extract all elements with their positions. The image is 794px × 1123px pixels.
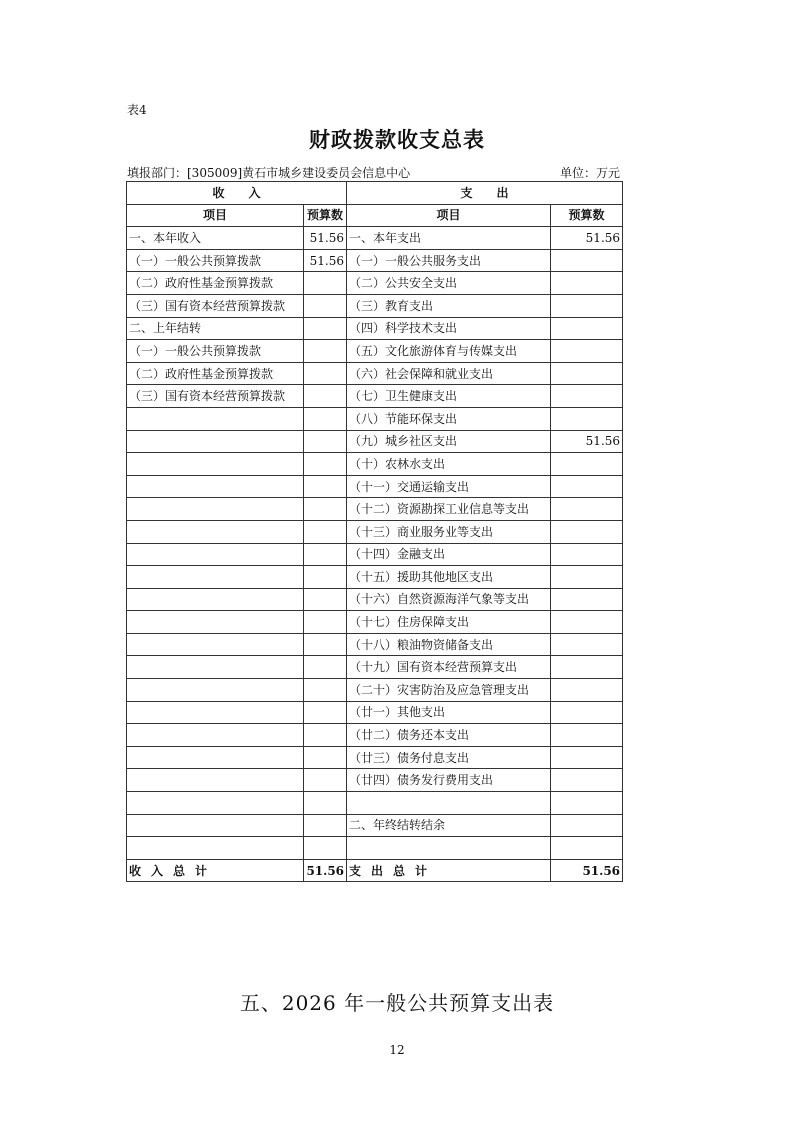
table-row — [127, 679, 623, 702]
expense-item-header: 项目 — [347, 204, 551, 227]
income-item-cell: （二）政府性基金预算拨款 — [127, 272, 304, 295]
table-row — [127, 385, 623, 408]
income-item-cell: （一）一般公共预算拨款 — [127, 249, 304, 272]
income-value-cell — [304, 272, 347, 295]
income-value-cell — [304, 566, 347, 589]
expense-value-cell — [551, 498, 623, 521]
expense-item-cell: （十四）金融支出 — [347, 543, 551, 566]
expense-value-cell — [551, 475, 623, 498]
expense-item-cell — [347, 837, 551, 860]
expense-value-cell — [551, 385, 623, 408]
income-value-cell — [304, 679, 347, 702]
expense-item-cell: （九）城乡社区支出 — [347, 430, 551, 453]
page-number: 12 — [389, 1043, 405, 1057]
expense-value-cell — [551, 611, 623, 634]
income-item-cell: （三）国有资本经营预算拨款 — [127, 385, 304, 408]
expense-item-cell: （廿三）债务付息支出 — [347, 746, 551, 769]
expense-value-cell — [551, 769, 623, 792]
expense-value-cell — [551, 656, 623, 679]
income-item-cell — [127, 588, 304, 611]
income-item-cell — [127, 520, 304, 543]
expense-item-cell: （十二）资源勘探工业信息等支出 — [347, 498, 551, 521]
income-item-cell: （二）政府性基金预算拨款 — [127, 362, 304, 385]
income-budget-header: 预算数 — [304, 204, 347, 227]
income-item-cell: （三）国有资本经营预算拨款 — [127, 294, 304, 317]
next-section-title: 五、2026 年一般公共预算支出表 — [239, 991, 555, 1015]
income-value-cell — [304, 520, 347, 543]
income-item-cell — [127, 792, 304, 815]
expense-value-cell — [551, 814, 623, 837]
expense-item-cell: （六）社会保障和就业支出 — [347, 362, 551, 385]
income-total-label: 收入总计 — [127, 859, 304, 882]
expense-value-cell — [551, 633, 623, 656]
expense-item-cell: （二十）灾害防治及应急管理支出 — [347, 679, 551, 702]
document-title: 财政拨款收支总表 — [309, 127, 485, 152]
income-item-cell: （一）一般公共预算拨款 — [127, 340, 304, 363]
table-row — [127, 656, 623, 679]
expense-item-cell — [347, 792, 551, 815]
income-value-cell — [304, 430, 347, 453]
table-row — [127, 294, 623, 317]
table-row — [127, 543, 623, 566]
expense-value-cell — [551, 294, 623, 317]
expense-total-value: 51.56 — [551, 859, 623, 882]
table-row — [127, 407, 623, 430]
income-item-cell — [127, 701, 304, 724]
income-item-cell — [127, 430, 304, 453]
income-value-cell — [304, 588, 347, 611]
expense-item-cell: （三）教育支出 — [347, 294, 551, 317]
income-value-cell — [304, 385, 347, 408]
income-total-value: 51.56 — [304, 859, 347, 882]
fiscal-allocation-table — [126, 181, 623, 882]
income-value-cell — [304, 317, 347, 340]
expense-item-cell: （十七）住房保障支出 — [347, 611, 551, 634]
expense-value-cell — [551, 317, 623, 340]
table-row — [127, 430, 623, 453]
expense-budget-header: 预算数 — [551, 204, 623, 227]
expense-value-cell — [551, 249, 623, 272]
income-value-cell — [304, 701, 347, 724]
expense-item-cell: （一）一般公共服务支出 — [347, 249, 551, 272]
income-item-header: 项目 — [127, 204, 304, 227]
income-item-cell — [127, 746, 304, 769]
expense-item-cell: （十八）粮油物资储备支出 — [347, 633, 551, 656]
table-row — [127, 837, 623, 860]
table-row — [127, 792, 623, 815]
income-item-cell — [127, 566, 304, 589]
expense-item-cell: （十）农林水支出 — [347, 453, 551, 476]
expense-value-cell — [551, 272, 623, 295]
expense-value-cell — [551, 701, 623, 724]
expense-value-cell — [551, 543, 623, 566]
income-item-cell — [127, 633, 304, 656]
income-value-cell — [304, 340, 347, 363]
table-row — [127, 724, 623, 747]
expense-value-cell — [551, 746, 623, 769]
table-row — [127, 633, 623, 656]
income-value-cell — [304, 543, 347, 566]
table-row — [127, 475, 623, 498]
table-row — [127, 588, 623, 611]
income-value-cell — [304, 769, 347, 792]
expense-value-cell — [551, 340, 623, 363]
income-value-cell — [304, 633, 347, 656]
expense-value-cell — [551, 837, 623, 860]
expense-item-cell: （十九）国有资本经营预算支出 — [347, 656, 551, 679]
table-row — [127, 746, 623, 769]
income-value-cell — [304, 656, 347, 679]
table-label: 表4 — [127, 103, 147, 117]
expense-item-cell: （十一）交通运输支出 — [347, 475, 551, 498]
expense-item-cell: （廿一）其他支出 — [347, 701, 551, 724]
expense-item-cell: （七）卫生健康支出 — [347, 385, 551, 408]
table-row — [127, 498, 623, 521]
expense-item-cell: （八）节能环保支出 — [347, 407, 551, 430]
income-value-cell — [304, 724, 347, 747]
expense-value-cell — [551, 724, 623, 747]
income-value-cell: 51.56 — [304, 227, 347, 250]
income-value-cell — [304, 746, 347, 769]
expense-value-cell — [551, 566, 623, 589]
expense-value-cell — [551, 520, 623, 543]
table-row — [127, 272, 623, 295]
income-value-cell — [304, 814, 347, 837]
expense-item-cell: （二）公共安全支出 — [347, 272, 551, 295]
table-row — [127, 362, 623, 385]
income-header: 收 入 — [127, 182, 347, 205]
income-item-cell — [127, 498, 304, 521]
income-value-cell — [304, 294, 347, 317]
income-item-cell — [127, 407, 304, 430]
income-value-cell — [304, 498, 347, 521]
expense-item-cell: 二、年终结转结余 — [347, 814, 551, 837]
income-item-cell: 一、本年收入 — [127, 227, 304, 250]
expense-value-cell — [551, 407, 623, 430]
expense-value-cell — [551, 792, 623, 815]
table-row — [127, 249, 623, 272]
income-value-cell: 51.56 — [304, 249, 347, 272]
income-item-cell — [127, 814, 304, 837]
table-row — [127, 611, 623, 634]
expense-item-cell: （五）文化旅游体育与传媒支出 — [347, 340, 551, 363]
table-body — [127, 227, 623, 860]
income-item-cell — [127, 679, 304, 702]
column-header-row — [127, 204, 623, 227]
table-row — [127, 566, 623, 589]
section-header-row — [127, 182, 623, 205]
income-item-cell — [127, 656, 304, 679]
income-item-cell — [127, 475, 304, 498]
expense-header: 支 出 — [347, 182, 623, 205]
table-row — [127, 453, 623, 476]
table-row — [127, 317, 623, 340]
total-row — [127, 859, 623, 882]
expense-item-cell: （廿二）债务还本支出 — [347, 724, 551, 747]
expense-item-cell: （十三）商业服务业等支出 — [347, 520, 551, 543]
income-value-cell — [304, 453, 347, 476]
table-row — [127, 701, 623, 724]
expense-value-cell — [551, 679, 623, 702]
expense-item-cell: （十五）援助其他地区支出 — [347, 566, 551, 589]
table-row — [127, 227, 623, 250]
expense-value-cell — [551, 588, 623, 611]
income-value-cell — [304, 475, 347, 498]
unit-label: 单位：万元 — [559, 166, 620, 180]
income-value-cell — [304, 407, 347, 430]
income-item-cell — [127, 724, 304, 747]
filling-department: 填报部门：[305009]黄石市城乡建设委员会信息中心 — [127, 166, 411, 180]
income-item-cell: 二、上年结转 — [127, 317, 304, 340]
income-item-cell — [127, 611, 304, 634]
income-item-cell — [127, 837, 304, 860]
table-row — [127, 769, 623, 792]
expense-value-cell: 51.56 — [551, 430, 623, 453]
income-item-cell — [127, 769, 304, 792]
expense-value-cell: 51.56 — [551, 227, 623, 250]
income-item-cell — [127, 543, 304, 566]
table-row — [127, 814, 623, 837]
expense-value-cell — [551, 453, 623, 476]
income-value-cell — [304, 362, 347, 385]
expense-item-cell: （十六）自然资源海洋气象等支出 — [347, 588, 551, 611]
income-item-cell — [127, 453, 304, 476]
income-value-cell — [304, 837, 347, 860]
income-value-cell — [304, 792, 347, 815]
expense-total-label: 支出总计 — [347, 859, 551, 882]
income-value-cell — [304, 611, 347, 634]
table-row — [127, 340, 623, 363]
expense-item-cell: （四）科学技术支出 — [347, 317, 551, 340]
expense-item-cell: 一、本年支出 — [347, 227, 551, 250]
table-row — [127, 520, 623, 543]
expense-value-cell — [551, 362, 623, 385]
expense-item-cell: （廿四）债务发行费用支出 — [347, 769, 551, 792]
